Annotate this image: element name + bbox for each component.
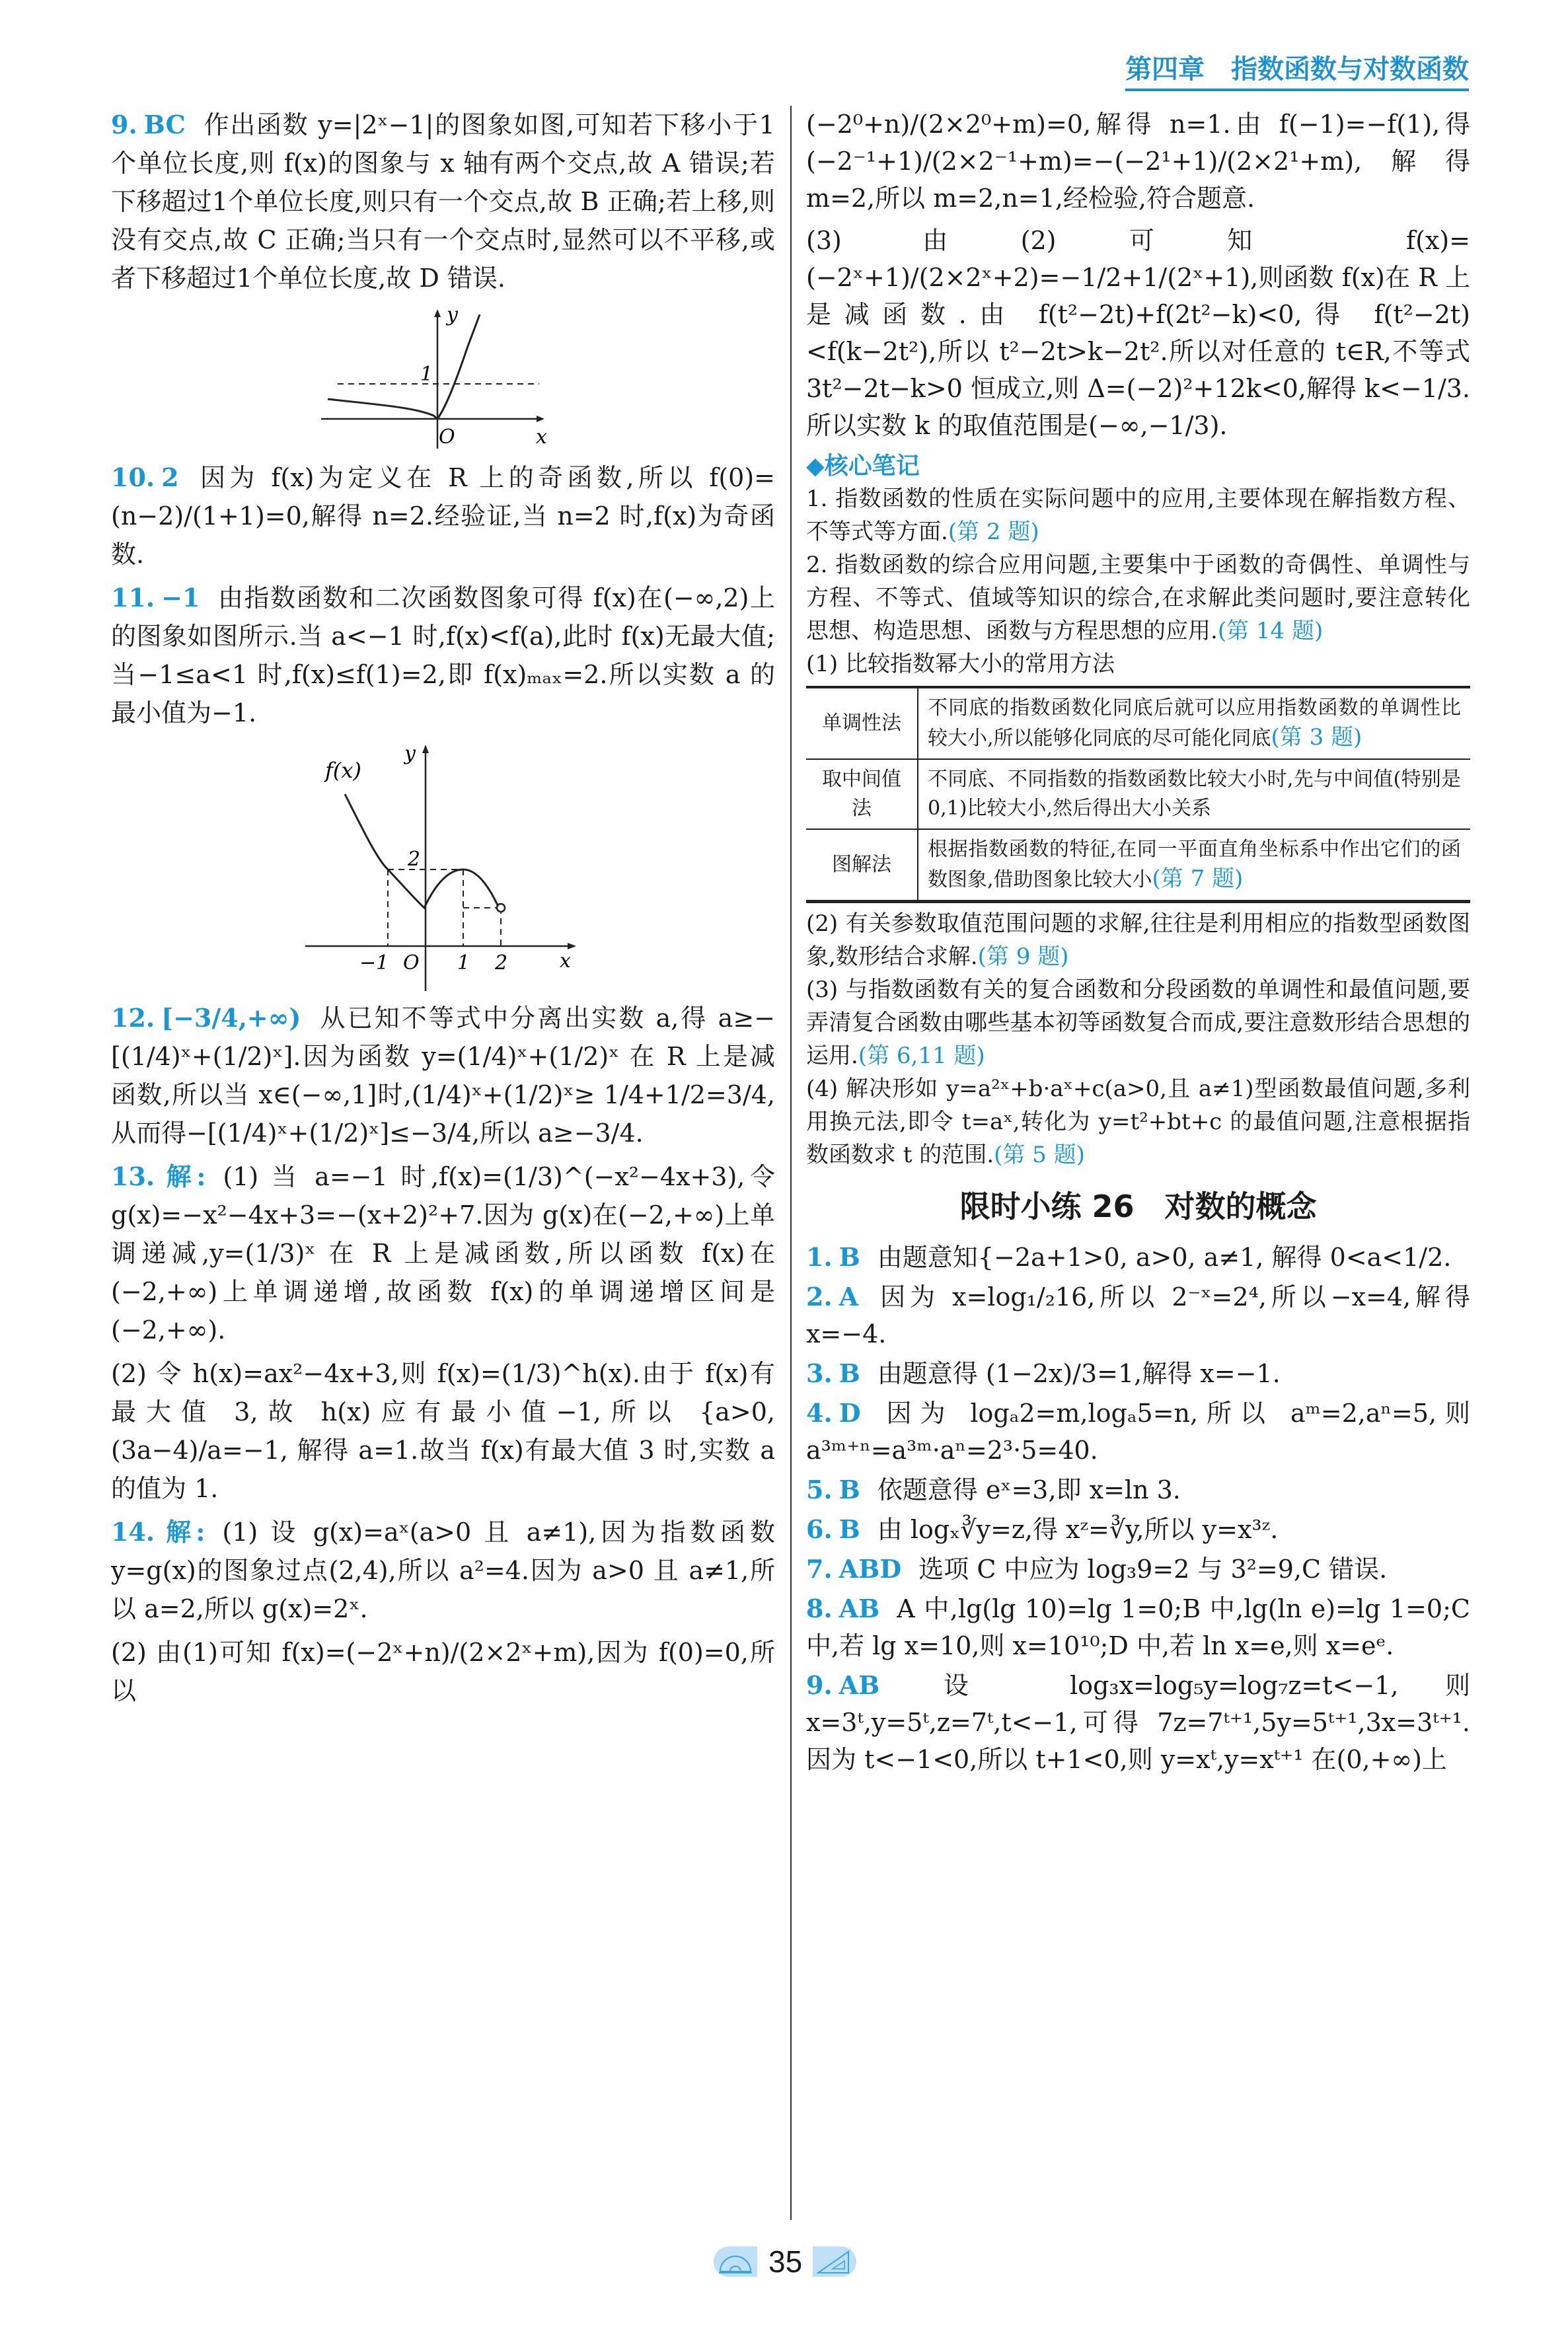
answer-text: 由指数函数和二次函数图象可得 f(x)在(−∞,2)上的图象如图所示.当 a<−1 时,f(x)<f(a),此时 f(x)无最大值;当−1≤a<1 时,f(x)≤f(1)=2,即 f(x)ₘₐₓ=2.所以实数 a 的最小值为−1. xyxy=(111,583,775,727)
column-divider xyxy=(790,106,792,2220)
answer-r3 xyxy=(806,1355,1470,1392)
graph2-x2-label: 2 xyxy=(495,951,508,975)
answer-key: B xyxy=(839,1514,860,1544)
table-row xyxy=(806,687,1470,759)
answer-r4 xyxy=(806,1395,1470,1469)
method-desc xyxy=(918,687,1470,759)
note-1 xyxy=(806,482,1470,548)
graph1-y-label: y xyxy=(447,307,458,326)
question-number: 4. xyxy=(806,1398,833,1428)
graph1-one-label: 1 xyxy=(420,363,433,386)
answer-key: ABD xyxy=(839,1554,902,1584)
note-ref: (第 9 题) xyxy=(977,943,1069,970)
graph-abs-exponential xyxy=(321,307,566,452)
section-title: 限时小练 26 对数的概念 xyxy=(959,1189,1317,1224)
answer-text: 选项 C 中应为 log₃9=2 与 3²=9,C 错误. xyxy=(918,1555,1388,1584)
note-text: (2) 有关参数取值范围问题的求解,往往是利用相应的指数型函数图象,数形结合求解. xyxy=(806,910,1470,970)
graph1-x-label: x xyxy=(536,425,547,449)
graph2-x1-label: 1 xyxy=(457,951,470,975)
graph2-y-label: y xyxy=(404,742,416,765)
answer-q14-continued xyxy=(806,106,1470,217)
note-ref: (第 5 题) xyxy=(994,1142,1085,1168)
answer-r5 xyxy=(806,1471,1470,1508)
question-number: 6. xyxy=(806,1514,833,1544)
answer-text: (3) 由(2)可知 f(x)=(−2ˣ+1)/(2×2ˣ+2)=−1/2+1/(2ˣ+1),则函数 f(x)在 R 上是减函数.由 f(t²−2t)+f(2t²−k)<0,得 f(t²−2t)<f(k−2t²),所以 t²−2t>k−2t².所以对任意的 t∈R,不等式 3t²−2t−k>0 恒成立,则 Δ=(−2)²+12k<0,解得 k<−1/3.所以实数 k 的取值范围是(−∞,−1/3). xyxy=(806,226,1470,440)
note-2 xyxy=(806,548,1470,647)
question-number: 1. xyxy=(806,1242,833,1272)
heading-text: 核心笔记 xyxy=(824,452,920,480)
answer-text: A 中,lg(lg 10)=lg 1=0;B 中,lg(ln e)=lg 1=0;C 中,若 lg x=10,则 x=10¹⁰;D 中,若 ln x=e,则 x=eᵉ. xyxy=(806,1594,1470,1660)
answer-key: 解: xyxy=(161,1517,205,1547)
answer-q14-part3 xyxy=(806,222,1470,444)
table-row xyxy=(806,759,1470,829)
answer-r6 xyxy=(806,1511,1470,1548)
answer-text: 因为 x=log₁/₂16,所以 2⁻ˣ=2⁴,所以−x=4,解得 x=−4. xyxy=(806,1282,1470,1348)
answer-text: 由 logₓ∛y=z,得 xᶻ=∛y,所以 y=x³ᶻ. xyxy=(877,1515,1279,1544)
answer-q14 xyxy=(111,1513,775,1628)
question-number: 12. xyxy=(111,1003,155,1033)
answer-r2 xyxy=(806,1278,1470,1352)
right-column xyxy=(806,106,1470,1786)
answer-q9 xyxy=(111,106,775,297)
note-5 xyxy=(806,973,1470,1072)
answer-q14-part2 xyxy=(111,1633,775,1710)
graph2-y2-label: 2 xyxy=(408,848,421,871)
comparison-methods-table xyxy=(806,686,1470,903)
answer-q11 xyxy=(111,579,775,732)
answer-key: BC xyxy=(143,110,186,139)
note-ref: (第 6,11 题) xyxy=(858,1043,985,1069)
core-notes-heading xyxy=(806,449,1470,482)
graph2-x-label: x xyxy=(560,949,571,973)
answer-text: (2) 令 h(x)=ax²−4x+3,则 f(x)=(1/3)^h(x).由于 f(x)有最大值 3,故 h(x)应有最小值−1,所以 {a>0, (3a−4)/a=−1, 解得 a=1.故当 f(x)有最大值 3 时,实数 a 的值为 1. xyxy=(111,1359,775,1503)
note-text: (3) 与指数函数有关的复合函数和分段函数的单调性和最值问题,要弄清复合函数由哪些基本初等函数复合而成,要注意数形结合思想的运用. xyxy=(806,977,1470,1069)
answer-key: −1 xyxy=(161,583,200,612)
answer-text: 依题意得 eˣ=3,即 x=ln 3. xyxy=(877,1475,1181,1504)
page-footer xyxy=(714,2246,859,2277)
note-ref: (第 14 题) xyxy=(1217,618,1324,644)
answer-r8 xyxy=(806,1590,1470,1664)
desc-text: 不同底的指数函数化同底后就可以应用指数函数的单调性比较大小,所以能够化同底的尽可能化同底 xyxy=(928,696,1461,750)
note-ref: (第 2 题) xyxy=(948,519,1039,545)
answer-r9 xyxy=(806,1667,1470,1778)
answer-key: AB xyxy=(839,1670,880,1700)
answer-text: 设 log₃x=log₅y=log₇z=t<−1,则 x=3ᵗ,y=5ᵗ,z=7ᵗ,t<−1,可得 7z=7ᵗ⁺¹,5y=5ᵗ⁺¹,3x=3ᵗ⁺¹.因为 t<−1<0,所以 t+1<0,则 y=xᵗ,y=xᵗ⁺¹ 在(0,+∞)上 xyxy=(806,1671,1470,1774)
graph2-neg1-label: −1 xyxy=(359,951,389,975)
desc-text: 根据指数函数的特征,在同一平面直角坐标系中作出它们的函数图象,借助图象比较大小 xyxy=(928,838,1461,891)
question-number: 7. xyxy=(806,1554,833,1584)
desc-ref: (第 7 题) xyxy=(1152,866,1244,892)
method-desc xyxy=(918,759,1470,829)
answer-list xyxy=(806,1239,1470,1781)
left-column xyxy=(111,106,775,1715)
answer-text: 因为 logₐ2=m,logₐ5=n,所以 aᵐ=2,aⁿ=5,则 a³ᵐ⁺ⁿ=a³ᵐ·aⁿ=2³·5=40. xyxy=(806,1399,1470,1465)
page-number: 35 xyxy=(768,2244,803,2279)
answer-text: (−2⁰+n)/(2×2⁰+m)=0,解得 n=1.由 f(−1)=−f(1),得 (−2⁻¹+1)/(2×2⁻¹+m)=−(−2¹+1)/(2×2¹+m),解得 m=2,所以 m=2,n=1,经检验,符合题意. xyxy=(806,110,1470,213)
method-desc xyxy=(918,829,1470,902)
graph1-origin-label: O xyxy=(439,425,455,449)
question-number: 3. xyxy=(806,1358,833,1388)
table-row xyxy=(806,829,1470,902)
answer-r7 xyxy=(806,1551,1470,1588)
answer-key: 2 xyxy=(161,462,179,492)
protractor-icon xyxy=(714,2246,757,2277)
core-notes xyxy=(806,449,1470,1171)
method-name: 取中间值法 xyxy=(806,759,918,829)
answer-key: B xyxy=(839,1242,860,1272)
note-text: 1. 指数函数的性质在实际问题中的应用,主要体现在解指数方程、不等式等方面. xyxy=(806,486,1470,545)
answer-q13-part2 xyxy=(111,1354,775,1508)
question-number: 10. xyxy=(111,462,155,492)
answer-key: B xyxy=(839,1358,860,1388)
answer-text: 从已知不等式中分离出实数 a,得 a≥−[(1/4)ˣ+(1/2)ˣ].因为函数 y=(1/4)ˣ+(1/2)ˣ 在 R 上是减函数,所以当 x∈(−∞,1]时,(1/4)ˣ+(1/2)ˣ≥ 1/4+1/2=3/4,从而得−[(1/4)ˣ+(1/2)ˣ]≤−3/4,所以 a≥−3/4. xyxy=(111,1004,775,1148)
answer-r1 xyxy=(806,1239,1470,1276)
answer-text: 由题意知{−2a+1>0, a>0, a≠1, 解得 0<a<1/2. xyxy=(877,1243,1452,1272)
answer-key: AB xyxy=(839,1594,880,1623)
answer-text: 由题意得 (1−2x)/3=1,解得 x=−1. xyxy=(877,1359,1281,1388)
method-name: 单调性法 xyxy=(806,687,918,759)
question-number: 9. xyxy=(111,110,137,139)
answer-q13 xyxy=(111,1158,775,1349)
set-square-icon xyxy=(813,2246,856,2277)
note-text: 2. 指数函数的综合应用问题,主要集中于函数的奇偶性、单调性与方程、不等式、值域等知识的综合,在求解此类问题时,要注意转化思想、构造思想、函数与方程思想的应用. xyxy=(806,552,1470,644)
answer-text: 因为 f(x)为定义在 R 上的奇函数,所以 f(0)= (n−2)/(1+1)=0,解得 n=2.经验证,当 n=2 时,f(x)为奇函数. xyxy=(111,463,775,569)
answer-text: (1) 设 g(x)=aˣ(a>0 且 a≠1),因为指数函数 y=g(x)的图象过点(2,4),所以 a²=4.因为 a>0 且 a≠1,所以 a=2,所以 g(x)=2ˣ. xyxy=(111,1518,775,1623)
answer-text: 作出函数 y=|2ˣ−1|的图象如图,可知若下移小于1个单位长度,则 f(x)的图象与 x 轴有两个交点,故 A 错误;若下移超过1个单位长度,则只有一个交点,故 B 正确;若上移,则没有交点,故 C 正确;当只有一个交点时,显然可以不平移,或者下移超过1个单位长度,故 D 错误. xyxy=(111,110,775,293)
chapter-header: 第四章 指数函数与对数函数 xyxy=(1125,53,1469,91)
question-number: 11. xyxy=(111,583,155,612)
answer-text: (2) 由(1)可知 f(x)=(−2ˣ+n)/(2×2ˣ+m),因为 f(0)=0,所以 xyxy=(111,1638,775,1705)
question-number: 5. xyxy=(806,1475,833,1504)
answer-key: B xyxy=(839,1475,860,1504)
answer-q10 xyxy=(111,459,775,573)
diamond-icon: ◆ xyxy=(806,452,825,480)
desc-ref: (第 3 题) xyxy=(1271,724,1363,751)
answer-q12 xyxy=(111,999,775,1152)
graph2-fx-label: f(x) xyxy=(325,758,361,783)
answer-key: [−3/4,+∞) xyxy=(161,1003,301,1033)
note-text: (4) 解决形如 y=a²ˣ+b·aˣ+c(a>0,且 a≠1)型函数最值问题,多利用换元法,即令 t=aˣ,转化为 y=t²+bt+c 的最值问题,注意根据指数函数求 t 的范围. xyxy=(806,1076,1470,1168)
question-number: 9. xyxy=(806,1670,833,1700)
question-number: 8. xyxy=(806,1594,833,1623)
note-4 xyxy=(806,907,1470,973)
answer-key: D xyxy=(839,1398,861,1428)
method-name: 图解法 xyxy=(806,829,918,902)
answer-key: 解: xyxy=(161,1162,206,1191)
desc-text: 不同底、不同指数的指数函数比较大小时,先与中间值(特别是0,1)比较大小,然后得出大小关系 xyxy=(928,768,1461,820)
graph2-origin-label: O xyxy=(403,951,420,975)
question-number: 2. xyxy=(806,1282,833,1311)
note-3: (1) 比较指数幂大小的常用方法 xyxy=(806,651,1115,677)
answer-text: (1) 当 a=−1 时,f(x)=(1/3)^(−x²−4x+3),令 g(x)=−x²−4x+3=−(x+2)²+7.因为 g(x)在(−2,+∞)上单调递减,y=(1/3)ˣ 在 R 上是减函数,所以函数 f(x)在(−2,+∞)上单调递增,故函数 f(x)的单调递增区间是(−2,+∞). xyxy=(111,1162,775,1345)
note-6 xyxy=(806,1072,1470,1171)
question-number: 14. xyxy=(111,1517,155,1547)
question-number: 13. xyxy=(111,1162,155,1191)
answer-key: A xyxy=(839,1282,859,1311)
graph-piecewise-function xyxy=(299,741,589,992)
